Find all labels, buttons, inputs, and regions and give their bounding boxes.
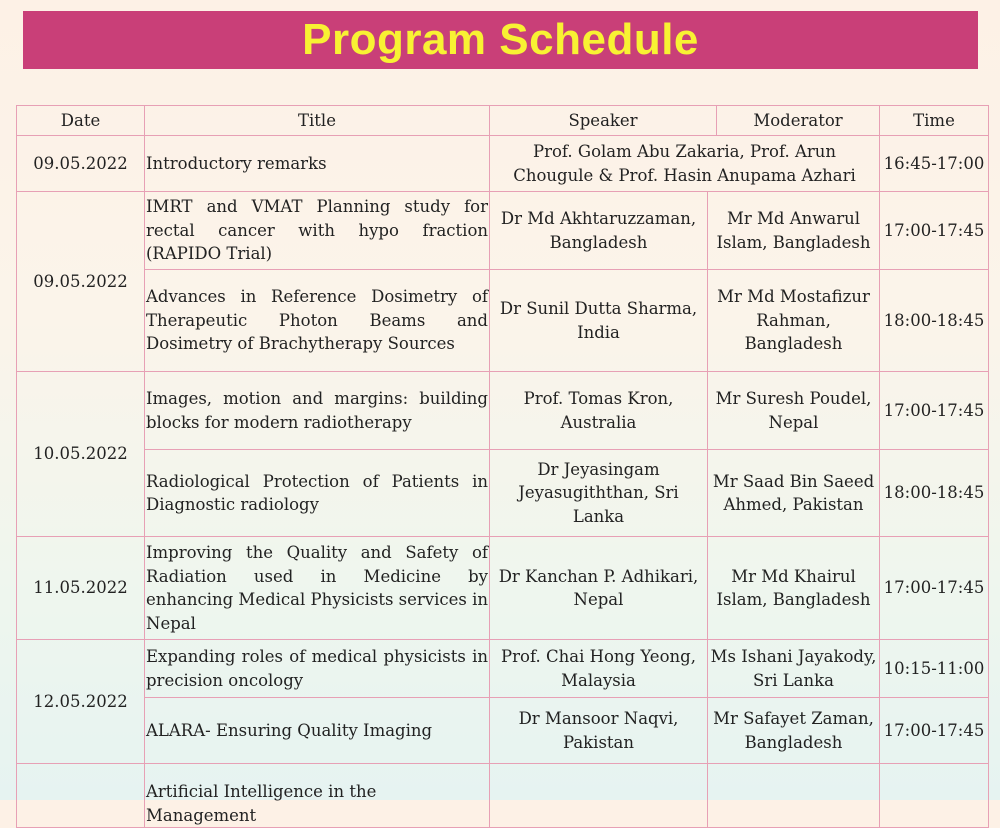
table-row (17, 764, 989, 828)
date-cell: 12.05.2022 (17, 640, 145, 764)
moderator-cell: Mr Safayet Zaman, Bangladesh (708, 698, 880, 764)
speaker-cell: Dr Kanchan P. Adhikari, Nepal (490, 537, 708, 640)
title-cell: IMRT and VMAT Planning study for rectal cancer with hypo fraction (RAPIDO Trial) (145, 192, 490, 270)
title-cell: Expanding roles of medical physicists in precision oncology (145, 640, 490, 698)
date-cell: 11.05.2022 (17, 537, 145, 640)
header-speaker-moderator (490, 106, 880, 136)
time-cell: 17:00-17:45 (880, 698, 989, 764)
time-cell: 18:00-18:45 (880, 450, 989, 537)
title-cell: Images, motion and margins: building blocks for modern radiotherapy (145, 372, 490, 450)
time-cell: 17:00-17:45 (880, 192, 989, 270)
date-cell (17, 764, 145, 828)
table-row (17, 372, 989, 450)
moderator-cell: Mr Md Khairul Islam, Bangladesh (708, 537, 880, 640)
speaker-cell: Dr Md Akhtaruzzaman, Bangladesh (490, 192, 708, 270)
header-time: Time (880, 106, 989, 136)
table-row (17, 698, 989, 764)
date-cell: 09.05.2022 (17, 136, 145, 192)
moderator-cell (708, 764, 880, 828)
date-cell: 10.05.2022 (17, 372, 145, 537)
title-cell: Introductory remarks (145, 136, 490, 192)
title-cell: Improving the Quality and Safety of Radiation used in Medicine by enhancing Medical Physicists services in Nepal (145, 537, 490, 640)
title-cell: Artificial Intelligence in the Management (145, 764, 490, 828)
moderator-cell: Mr Suresh Poudel, Nepal (708, 372, 880, 450)
header-title: Title (145, 106, 490, 136)
title-banner (23, 11, 978, 69)
speaker-cell: Prof. Tomas Kron, Australia (490, 372, 708, 450)
table-row (17, 537, 989, 640)
title-cell: Radiological Protection of Patients in Diagnostic radiology (145, 450, 490, 537)
title-cell: Advances in Reference Dosimetry of Therapeutic Photon Beams and Dosimetry of Brachytherapy Sources (145, 270, 490, 372)
header-row (17, 106, 989, 136)
speaker-cell: Dr Mansoor Naqvi, Pakistan (490, 698, 708, 764)
moderator-cell: Mr Md Mostafizur Rahman, Bangladesh (708, 270, 880, 372)
speaker-cell: Dr Jeyasingam Jeyasugiththan, Sri Lanka (490, 450, 708, 537)
time-cell: 17:00-17:45 (880, 537, 989, 640)
time-cell: 17:00-17:45 (880, 372, 989, 450)
date-cell: 09.05.2022 (17, 192, 145, 372)
time-cell: 16:45-17:00 (880, 136, 989, 192)
table-row (17, 640, 989, 698)
table-row (17, 192, 989, 270)
moderator-cell: Ms Ishani Jayakody, Sri Lanka (708, 640, 880, 698)
table-row (17, 450, 989, 537)
moderator-cell: Mr Saad Bin Saeed Ahmed, Pakistan (708, 450, 880, 537)
table-row (17, 270, 989, 372)
speaker-cell: Dr Sunil Dutta Sharma, India (490, 270, 708, 372)
schedule-table (16, 105, 989, 828)
table-row (17, 136, 989, 192)
speaker-cell: Prof. Chai Hong Yeong, Malaysia (490, 640, 708, 698)
time-cell (880, 764, 989, 828)
time-cell: 10:15-11:00 (880, 640, 989, 698)
header-moderator: Moderator (753, 110, 843, 130)
header-speaker: Speaker (490, 106, 717, 135)
speaker-cell (490, 764, 708, 828)
time-cell: 18:00-18:45 (880, 270, 989, 372)
title-cell: ALARA- Ensuring Quality Imaging (145, 698, 490, 764)
header-date: Date (17, 106, 145, 136)
moderator-cell: Mr Md Anwarul Islam, Bangladesh (708, 192, 880, 270)
page-title: Program Schedule (302, 15, 699, 64)
speaker-cell: Prof. Golam Abu Zakaria, Prof. Arun Chougule & Prof. Hasin Anupama Azhari (490, 136, 880, 192)
